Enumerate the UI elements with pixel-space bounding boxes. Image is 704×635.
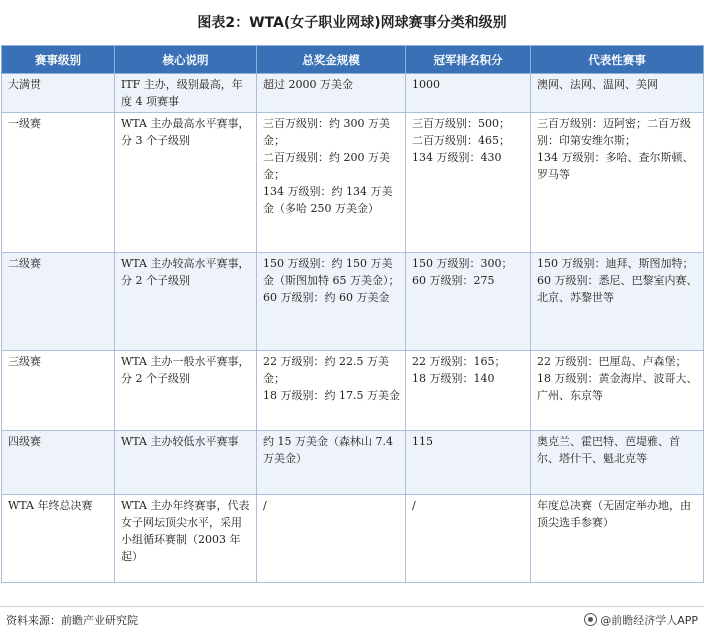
cell-level: 一级赛 xyxy=(2,113,115,253)
cell-points xyxy=(406,253,531,351)
cell-line: 约 15 万美金（森林山 7.4 万美金） xyxy=(263,435,393,465)
cell-level: 三级赛 xyxy=(2,351,115,431)
source-note: 资料来源：前瞻产业研究院 xyxy=(6,614,138,627)
cell-line: 18 万级别：约 17.5 万美金 xyxy=(263,389,400,402)
cell-level: WTA 年终总决赛 xyxy=(2,495,115,583)
table-row xyxy=(2,351,704,431)
cell-events xyxy=(531,351,704,431)
cell-points xyxy=(406,495,531,583)
cell-prize xyxy=(257,74,406,113)
cell-line: 三百万级别：约 300 万美金； xyxy=(263,117,390,147)
cell-events xyxy=(531,253,704,351)
cell-line: 三百万级别：500； xyxy=(412,117,510,130)
cell-events xyxy=(531,495,704,583)
cell-line: WTA 主办较高水平赛事，分 2 个子级别 xyxy=(121,257,250,287)
wta-category-table xyxy=(1,45,704,583)
cell-line: WTA 主办年终赛事，代表女子网坛顶尖水平，采用小组循环赛制（2003 年起） xyxy=(121,499,250,563)
cell-prize xyxy=(257,495,406,583)
chart-title: 图表2：WTA(女子职业网球)网球赛事分类和级别 xyxy=(197,15,507,31)
table-row xyxy=(2,431,704,495)
cell-line: 22 万级别：约 22.5 万美金； xyxy=(263,355,389,385)
cell-description xyxy=(115,253,257,351)
cell-description xyxy=(115,351,257,431)
cell-level: 大满贯 xyxy=(2,74,115,113)
cell-line: WTA 主办较低水平赛事 xyxy=(121,435,239,448)
cell-line: 二百万级别：约 200 万美金； xyxy=(263,151,390,181)
cell-line: / xyxy=(412,499,416,512)
cell-line: 150 万级别：300； xyxy=(412,257,513,270)
cell-line: 134 万级别：多哈、查尔斯顿、罗马等 xyxy=(537,151,694,181)
cell-prize xyxy=(257,113,406,253)
cell-description xyxy=(115,74,257,113)
cell-prize xyxy=(257,351,406,431)
cell-line: 奥克兰、霍巴特、芭堤雅、首尔、塔什干、魁北克等 xyxy=(537,435,680,465)
table-row xyxy=(2,495,704,583)
cell-line: 年度总决赛（无固定举办地，由顶尖选手参赛） xyxy=(537,499,691,529)
cell-level: 二级赛 xyxy=(2,253,115,351)
table-row xyxy=(2,74,704,113)
table-header-row xyxy=(2,46,704,74)
cell-description xyxy=(115,113,257,253)
credit-text: @前瞻经济学人APP xyxy=(600,614,698,627)
cell-line: 二百万级别：465； xyxy=(412,134,510,147)
header-description: 核心说明 xyxy=(115,46,257,74)
cell-points xyxy=(406,113,531,253)
cell-line: WTA 主办最高水平赛事，分 3 个子级别 xyxy=(121,117,250,147)
cell-line: ITF 主办，级别最高，年度 4 项赛事 xyxy=(121,78,243,108)
weibo-icon xyxy=(584,613,597,626)
cell-line: 115 xyxy=(412,435,433,448)
cell-prize xyxy=(257,431,406,495)
footer xyxy=(0,606,704,629)
cell-events xyxy=(531,431,704,495)
cell-level: 四级赛 xyxy=(2,431,115,495)
header-events: 代表性赛事 xyxy=(531,46,704,74)
credit xyxy=(584,612,698,628)
cell-line: 134 万级别：约 134 万美金（多哈 250 万美金） xyxy=(263,185,393,215)
cell-prize xyxy=(257,253,406,351)
header-level: 赛事级别 xyxy=(2,46,115,74)
cell-line: 150 万级别：约 150 万美金（斯图加特 65 万美金）； xyxy=(263,257,400,287)
header-prize: 总奖金规模 xyxy=(257,46,406,74)
cell-points xyxy=(406,431,531,495)
cell-points xyxy=(406,351,531,431)
cell-events xyxy=(531,113,704,253)
cell-description xyxy=(115,495,257,583)
cell-line: 18 万级别：140 xyxy=(412,372,495,385)
cell-line: 18 万级别：黄金海岸、波哥大、广州、东京等 xyxy=(537,372,698,402)
cell-line: / xyxy=(263,499,267,512)
cell-line: WTA 主办一般水平赛事，分 2 个子级别 xyxy=(121,355,250,385)
table-row xyxy=(2,253,704,351)
cell-line: 134 万级别：430 xyxy=(412,151,502,164)
cell-line: 150 万级别：迪拜、斯图加特； xyxy=(537,257,694,270)
table-row xyxy=(2,113,704,253)
cell-line: 60 万级别：悉尼、巴黎室内赛、北京、苏黎世等 xyxy=(537,274,698,304)
cell-description xyxy=(115,431,257,495)
cell-line: 超过 2000 万美金 xyxy=(263,78,353,91)
cell-line: 22 万级别：165； xyxy=(412,355,506,368)
cell-line: 60 万级别：275 xyxy=(412,274,495,287)
cell-points xyxy=(406,74,531,113)
cell-events xyxy=(531,74,704,113)
header-points: 冠军排名积分 xyxy=(406,46,531,74)
cell-line: 1000 xyxy=(412,78,440,91)
cell-line: 60 万级别：约 60 万美金 xyxy=(263,291,390,304)
cell-line: 三百万级别：迈阿密；二百万级别：印第安维尔斯； xyxy=(537,117,691,147)
cell-line: 22 万级别：巴厘岛、卢森堡； xyxy=(537,355,687,368)
cell-line: 澳网、法网、温网、美网 xyxy=(537,78,658,91)
